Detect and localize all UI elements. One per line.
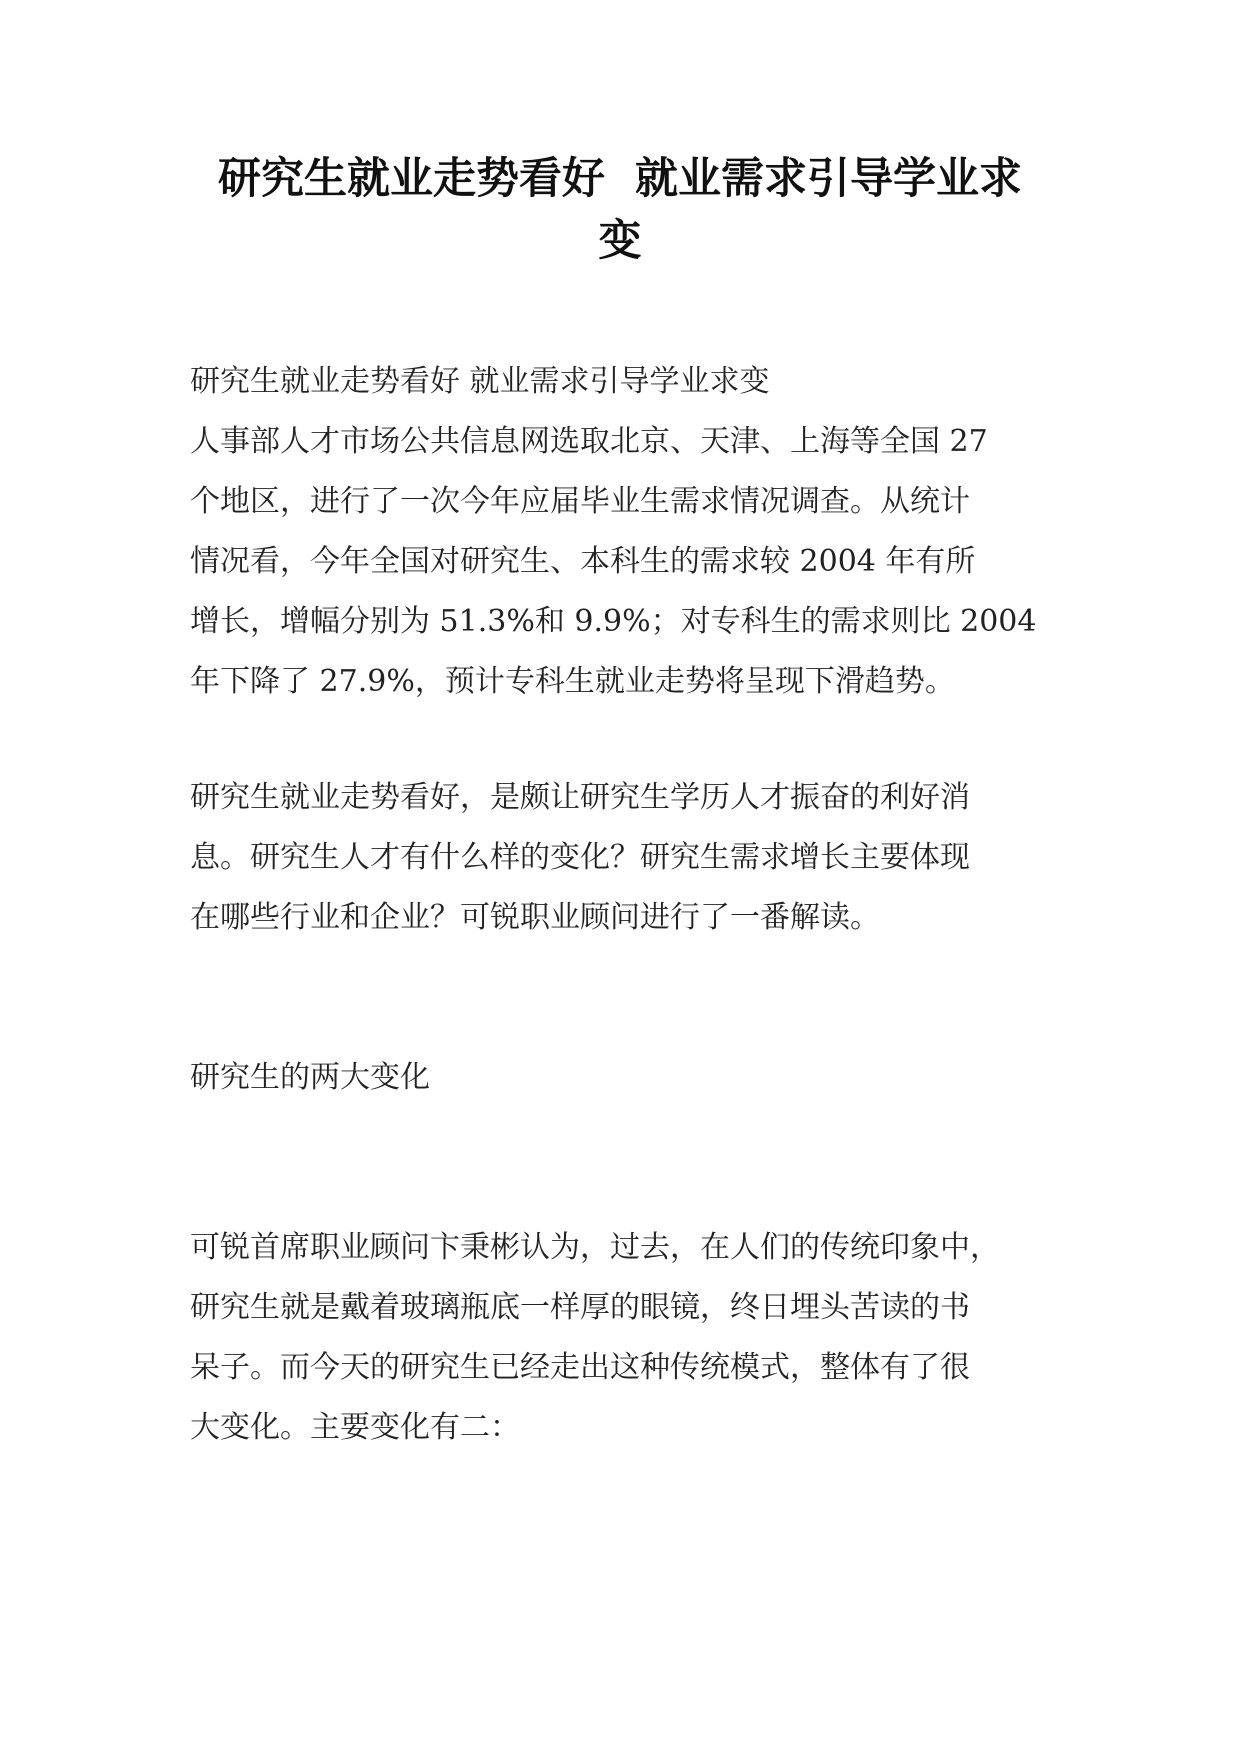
paragraph-line: 增长，增幅分别为 51.3%和 9.9%；对专科生的需求则比 2004: [190, 604, 1037, 639]
document-title: [190, 148, 1050, 272]
paragraph-line: 年下降了 27.9%，预计专科生就业走势将呈现下滑趋势。: [190, 664, 955, 699]
paragraph-outlook: [190, 768, 1055, 948]
paragraph-line: 大变化。主要变化有二：: [190, 1410, 520, 1445]
paragraph-line: 在哪些行业和企业？可锐职业顾问进行了一番解读。: [190, 900, 880, 935]
title-line: 变: [598, 216, 642, 266]
paragraph-line: 情况看，今年全国对研究生、本科生的需求较 2004 年有所: [190, 544, 976, 579]
paragraph-line: 个地区，进行了一次今年应届毕业生需求情况调查。从统计: [190, 484, 970, 519]
document-subtitle: [190, 352, 1055, 412]
section-heading: [190, 1048, 1055, 1108]
subtitle-line: 研究生就业走势看好 就业需求引导学业求变: [190, 364, 770, 399]
paragraph-line: 研究生就是戴着玻璃瓶底一样厚的眼镜，终日埋头苦读的书: [190, 1290, 970, 1325]
paragraph-line: 息。研究生人才有什么样的变化？研究生需求增长主要体现: [190, 840, 970, 875]
section-heading-text: 研究生的两大变化: [190, 1060, 430, 1095]
paragraph-intro: [190, 412, 1055, 712]
paragraph-line: 研究生就业走势看好，是颇让研究生学历人才振奋的利好消: [190, 780, 970, 815]
paragraph-line: 人事部人才市场公共信息网选取北京、天津、上海等全国 27: [190, 424, 988, 459]
title-line: 研究生就业走势看好 就业需求引导学业求: [218, 154, 1022, 204]
paragraph-changes: [190, 1218, 1055, 1458]
paragraph-line: 可锐首席职业顾问卞秉彬认为，过去，在人们的传统印象中，: [190, 1230, 1000, 1265]
paragraph-line: 呆子。而今天的研究生已经走出这种传统模式，整体有了很: [190, 1350, 970, 1385]
